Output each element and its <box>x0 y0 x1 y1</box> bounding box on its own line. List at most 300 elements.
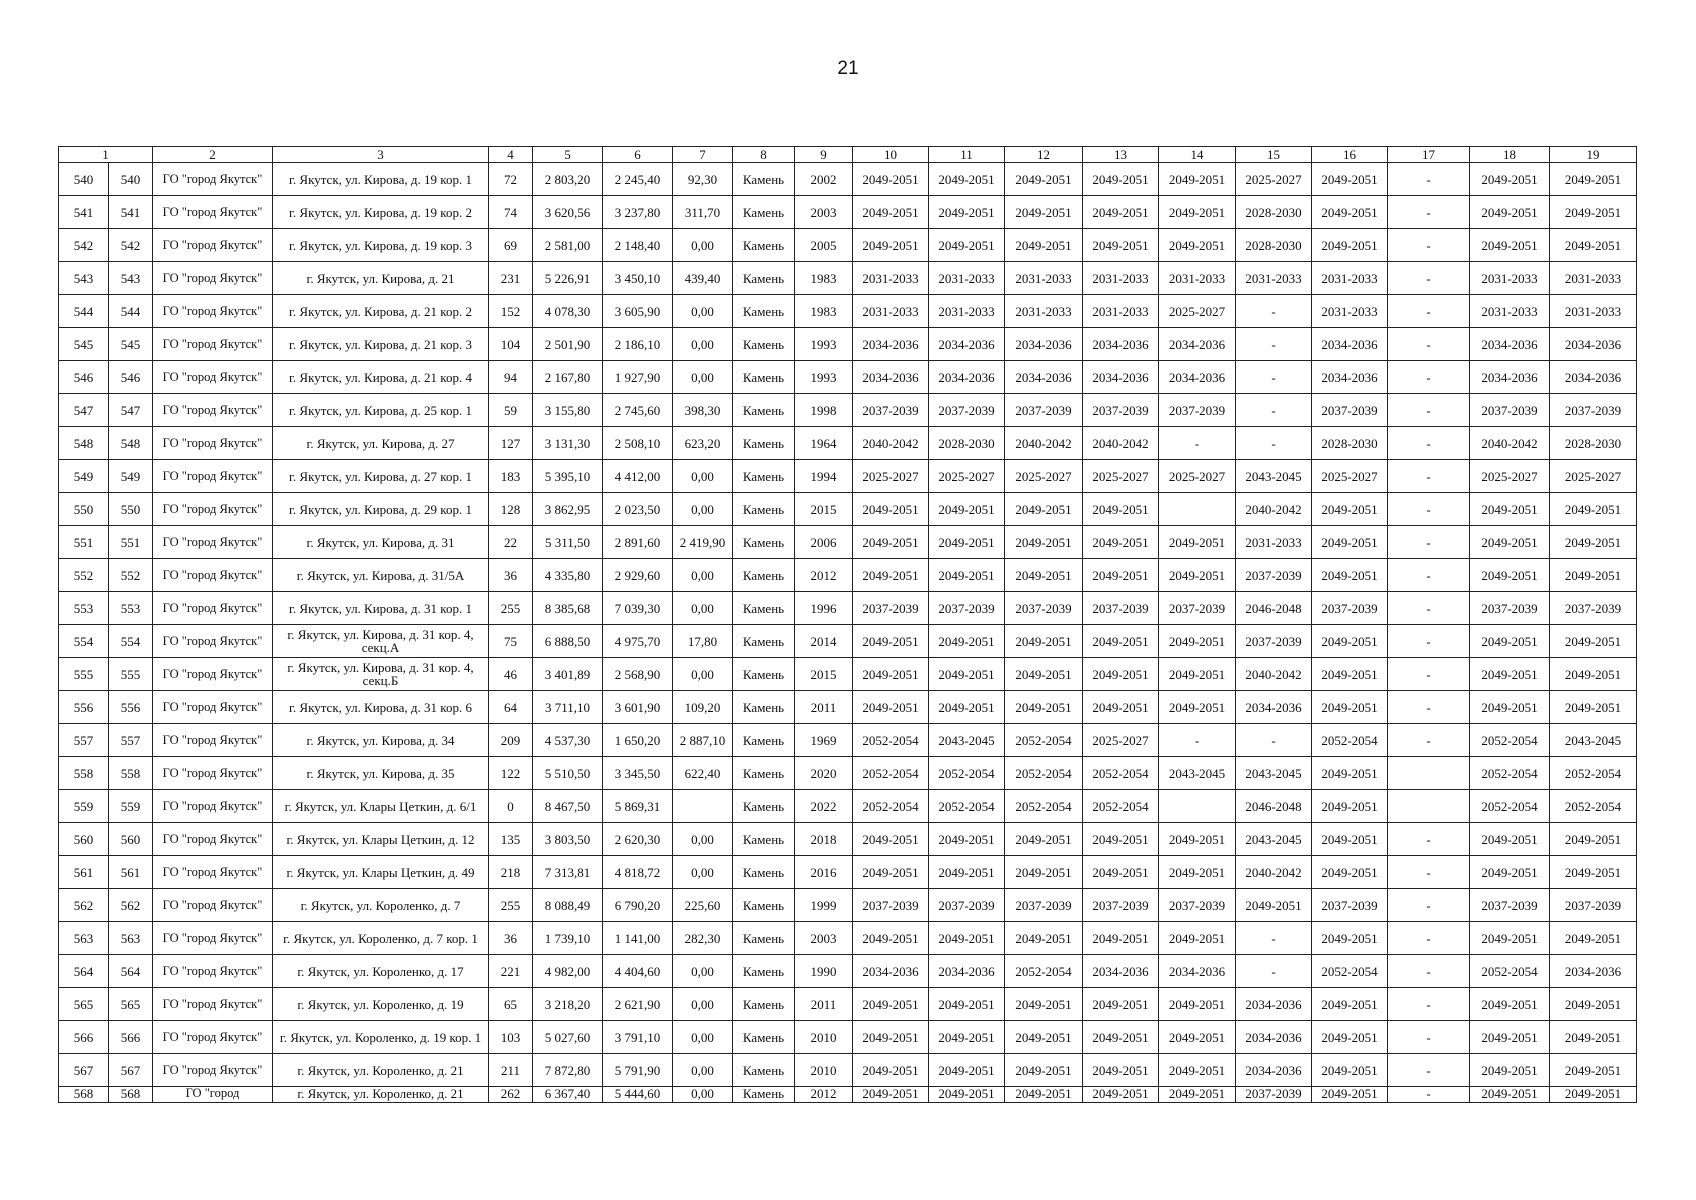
header-col-1: 1 <box>59 147 153 163</box>
table-row <box>59 196 1637 229</box>
col-14-cell: 2043-2045 <box>1159 757 1236 790</box>
municipality-cell: ГО "город Якутск" <box>153 658 273 691</box>
col-17-cell: - <box>1388 295 1470 328</box>
col-10-cell: 2037-2039 <box>853 592 929 625</box>
col-16-cell: 2031-2033 <box>1312 262 1388 295</box>
col-12-cell: 2049-2051 <box>1005 229 1083 262</box>
municipality-cell: ГО "город Якутск" <box>153 328 273 361</box>
commission-year-cell: 2005 <box>795 229 853 262</box>
col-13-cell: 2049-2051 <box>1083 1021 1159 1054</box>
col-16-cell: 2049-2051 <box>1312 856 1388 889</box>
col-16-cell: 2034-2036 <box>1312 361 1388 394</box>
col-18-cell: 2037-2039 <box>1470 889 1550 922</box>
col-15-cell: 2034-2036 <box>1236 691 1312 724</box>
address-cell: г. Якутск, ул. Кирова, д. 31 кор. 4, секц.Б <box>273 658 489 691</box>
row-number-cell: 540 <box>59 163 109 196</box>
col-18-cell: 2049-2051 <box>1470 625 1550 658</box>
col-11-cell: 2049-2051 <box>929 988 1005 1021</box>
municipality-cell: ГО "город Якутск" <box>153 922 273 955</box>
nonresidential-area-cell: 0,00 <box>673 328 733 361</box>
col-11-cell: 2049-2051 <box>929 658 1005 691</box>
col-18-cell: 2049-2051 <box>1470 658 1550 691</box>
col-15-cell: 2037-2039 <box>1236 1087 1312 1103</box>
commission-year-cell: 2020 <box>795 757 853 790</box>
col-16-cell: 2034-2036 <box>1312 328 1388 361</box>
commission-year-cell: 2011 <box>795 988 853 1021</box>
commission-year-cell: 1990 <box>795 955 853 988</box>
col-10-cell: 2049-2051 <box>853 823 929 856</box>
total-area-cell: 4 335,80 <box>533 559 603 592</box>
header-col-5: 5 <box>533 147 603 163</box>
residential-area-cell: 3 605,90 <box>603 295 673 328</box>
commission-year-cell: 1998 <box>795 394 853 427</box>
address-cell: г. Якутск, ул. Кирова, д. 21 кор. 2 <box>273 295 489 328</box>
col-15-cell: 2034-2036 <box>1236 1021 1312 1054</box>
col-17-cell: - <box>1388 955 1470 988</box>
col-18-cell: 2052-2054 <box>1470 790 1550 823</box>
total-area-cell: 3 155,80 <box>533 394 603 427</box>
total-area-cell: 8 467,50 <box>533 790 603 823</box>
col-17-cell: - <box>1388 229 1470 262</box>
col-10-cell: 2049-2051 <box>853 493 929 526</box>
col-11-cell: 2037-2039 <box>929 889 1005 922</box>
col-13-cell: 2049-2051 <box>1083 922 1159 955</box>
total-area-cell: 6 888,50 <box>533 625 603 658</box>
residential-area-cell: 5 791,90 <box>603 1054 673 1087</box>
col-13-cell: 2049-2051 <box>1083 229 1159 262</box>
commission-year-cell: 2011 <box>795 691 853 724</box>
nonresidential-area-cell: 0,00 <box>673 856 733 889</box>
residential-area-cell: 2 891,60 <box>603 526 673 559</box>
row-number-cell: 543 <box>59 262 109 295</box>
row-number-cell: 563 <box>59 922 109 955</box>
col-15-cell: 2043-2045 <box>1236 823 1312 856</box>
residential-area-cell: 2 245,40 <box>603 163 673 196</box>
col-10-cell: 2049-2051 <box>853 1054 929 1087</box>
col-19-cell: 2034-2036 <box>1550 955 1637 988</box>
wall-material-cell: Камень <box>733 922 795 955</box>
address-cell: г. Якутск, ул. Короленко, д. 21 <box>273 1054 489 1087</box>
commission-year-cell: 2015 <box>795 493 853 526</box>
row-number-cell: 564 <box>59 955 109 988</box>
table-row <box>59 823 1637 856</box>
col-12-cell: 2049-2051 <box>1005 493 1083 526</box>
col-14-cell <box>1159 790 1236 823</box>
wall-material-cell: Камень <box>733 493 795 526</box>
col-18-cell: 2049-2051 <box>1470 988 1550 1021</box>
municipality-cell: ГО "город Якутск" <box>153 526 273 559</box>
col-18-cell: 2025-2027 <box>1470 460 1550 493</box>
wall-material-cell: Камень <box>733 262 795 295</box>
page-number: 21 <box>837 58 859 79</box>
residential-area-cell: 2 148,40 <box>603 229 673 262</box>
municipality-cell: ГО "город Якутск" <box>153 460 273 493</box>
residential-area-cell: 3 345,50 <box>603 757 673 790</box>
row-number-cell: 546 <box>59 361 109 394</box>
col-19-cell: 2034-2036 <box>1550 328 1637 361</box>
col-12-cell: 2049-2051 <box>1005 1021 1083 1054</box>
col-10-cell: 2052-2054 <box>853 724 929 757</box>
wall-material-cell: Камень <box>733 856 795 889</box>
col-17-cell: - <box>1388 823 1470 856</box>
total-area-cell: 5 226,91 <box>533 262 603 295</box>
col-15-cell: 2046-2048 <box>1236 790 1312 823</box>
commission-year-cell: 1983 <box>795 262 853 295</box>
row-number-cell: 552 <box>59 559 109 592</box>
col-11-cell: 2049-2051 <box>929 1021 1005 1054</box>
total-area-cell: 4 982,00 <box>533 955 603 988</box>
table-row <box>59 229 1637 262</box>
commission-year-cell: 1994 <box>795 460 853 493</box>
col-11-cell: 2037-2039 <box>929 394 1005 427</box>
col-15-cell: 2031-2033 <box>1236 262 1312 295</box>
nonresidential-area-cell: 0,00 <box>673 955 733 988</box>
column-number-header <box>59 147 1637 163</box>
col-13-cell: 2040-2042 <box>1083 427 1159 460</box>
col-12-cell: 2052-2054 <box>1005 724 1083 757</box>
address-cell: г. Якутск, ул. Короленко, д. 19 <box>273 988 489 1021</box>
wall-material-cell: Камень <box>733 163 795 196</box>
col-11-cell: 2052-2054 <box>929 790 1005 823</box>
col-10-cell: 2049-2051 <box>853 658 929 691</box>
col-17-cell: - <box>1388 625 1470 658</box>
col-14-cell: 2034-2036 <box>1159 955 1236 988</box>
record-number-cell: 553 <box>109 592 153 625</box>
address-cell: г. Якутск, ул. Кирова, д. 19 кор. 2 <box>273 196 489 229</box>
header-col-2: 2 <box>153 147 273 163</box>
total-area-cell: 7 313,81 <box>533 856 603 889</box>
residents-count-cell: 72 <box>489 163 533 196</box>
col-11-cell: 2052-2054 <box>929 757 1005 790</box>
total-area-cell: 4 537,30 <box>533 724 603 757</box>
col-19-cell: 2025-2027 <box>1550 460 1637 493</box>
residential-area-cell: 4 975,70 <box>603 625 673 658</box>
col-14-cell: 2049-2051 <box>1159 163 1236 196</box>
municipality-cell: ГО "город Якутск" <box>153 196 273 229</box>
record-number-cell: 554 <box>109 625 153 658</box>
residential-area-cell: 6 790,20 <box>603 889 673 922</box>
municipality-cell: ГО "город Якутск" <box>153 493 273 526</box>
municipality-cell: ГО "город Якутск" <box>153 1021 273 1054</box>
nonresidential-area-cell: 0,00 <box>673 1087 733 1103</box>
col-12-cell: 2031-2033 <box>1005 295 1083 328</box>
residential-area-cell: 3 450,10 <box>603 262 673 295</box>
wall-material-cell: Камень <box>733 328 795 361</box>
municipality-cell: ГО "город Якутск" <box>153 724 273 757</box>
address-cell: г. Якутск, ул. Кирова, д. 31 кор. 4, секц.А <box>273 625 489 658</box>
residents-count-cell: 69 <box>489 229 533 262</box>
commission-year-cell: 2014 <box>795 625 853 658</box>
col-18-cell: 2049-2051 <box>1470 1021 1550 1054</box>
col-12-cell: 2049-2051 <box>1005 823 1083 856</box>
col-11-cell: 2049-2051 <box>929 1087 1005 1103</box>
col-10-cell: 2049-2051 <box>853 1021 929 1054</box>
address-cell: г. Якутск, ул. Короленко, д. 21 <box>273 1087 489 1103</box>
record-number-cell: 558 <box>109 757 153 790</box>
municipality-cell: ГО "город Якутск" <box>153 394 273 427</box>
col-14-cell: 2025-2027 <box>1159 295 1236 328</box>
col-10-cell: 2034-2036 <box>853 955 929 988</box>
col-18-cell: 2049-2051 <box>1470 823 1550 856</box>
municipality-cell: ГО "город Якутск" <box>153 427 273 460</box>
col-16-cell: 2049-2051 <box>1312 922 1388 955</box>
col-18-cell: 2037-2039 <box>1470 592 1550 625</box>
col-12-cell: 2049-2051 <box>1005 922 1083 955</box>
col-10-cell: 2052-2054 <box>853 790 929 823</box>
commission-year-cell: 2022 <box>795 790 853 823</box>
col-16-cell: 2049-2051 <box>1312 196 1388 229</box>
table-row <box>59 493 1637 526</box>
col-11-cell: 2049-2051 <box>929 856 1005 889</box>
municipality-cell: ГО "город Якутск" <box>153 691 273 724</box>
row-number-cell: 561 <box>59 856 109 889</box>
col-17-cell: - <box>1388 856 1470 889</box>
total-area-cell: 1 739,10 <box>533 922 603 955</box>
col-15-cell: 2040-2042 <box>1236 658 1312 691</box>
residential-area-cell: 2 620,30 <box>603 823 673 856</box>
col-10-cell: 2049-2051 <box>853 526 929 559</box>
col-13-cell: 2052-2054 <box>1083 757 1159 790</box>
municipality-cell: ГО "город Якутск" <box>153 559 273 592</box>
col-17-cell: - <box>1388 163 1470 196</box>
table-row <box>59 163 1637 196</box>
total-area-cell: 2 167,80 <box>533 361 603 394</box>
col-13-cell: 2025-2027 <box>1083 724 1159 757</box>
col-12-cell: 2049-2051 <box>1005 559 1083 592</box>
col-14-cell: 2049-2051 <box>1159 229 1236 262</box>
col-14-cell: 2049-2051 <box>1159 856 1236 889</box>
header-col-3: 3 <box>273 147 489 163</box>
col-17-cell: - <box>1388 460 1470 493</box>
col-16-cell: 2049-2051 <box>1312 823 1388 856</box>
wall-material-cell: Камень <box>733 460 795 493</box>
nonresidential-area-cell: 623,20 <box>673 427 733 460</box>
col-19-cell: 2043-2045 <box>1550 724 1637 757</box>
header-col-17: 17 <box>1388 147 1470 163</box>
col-13-cell: 2037-2039 <box>1083 394 1159 427</box>
address-cell: г. Якутск, ул. Клары Цеткин, д. 6/1 <box>273 790 489 823</box>
col-15-cell: - <box>1236 922 1312 955</box>
row-number-cell: 554 <box>59 625 109 658</box>
residents-count-cell: 218 <box>489 856 533 889</box>
residents-count-cell: 262 <box>489 1087 533 1103</box>
total-area-cell: 8 385,68 <box>533 592 603 625</box>
col-19-cell: 2049-2051 <box>1550 196 1637 229</box>
col-19-cell: 2049-2051 <box>1550 559 1637 592</box>
row-number-cell: 544 <box>59 295 109 328</box>
record-number-cell: 542 <box>109 229 153 262</box>
row-number-cell: 547 <box>59 394 109 427</box>
record-number-cell: 559 <box>109 790 153 823</box>
commission-year-cell: 1993 <box>795 328 853 361</box>
col-12-cell: 2037-2039 <box>1005 889 1083 922</box>
col-11-cell: 2031-2033 <box>929 262 1005 295</box>
col-14-cell: 2025-2027 <box>1159 460 1236 493</box>
header-col-15: 15 <box>1236 147 1312 163</box>
col-16-cell: 2049-2051 <box>1312 1021 1388 1054</box>
address-cell: г. Якутск, ул. Кирова, д. 21 <box>273 262 489 295</box>
nonresidential-area-cell: 0,00 <box>673 1021 733 1054</box>
commission-year-cell: 2012 <box>795 559 853 592</box>
residents-count-cell: 94 <box>489 361 533 394</box>
col-15-cell: 2046-2048 <box>1236 592 1312 625</box>
wall-material-cell: Камень <box>733 823 795 856</box>
nonresidential-area-cell: 0,00 <box>673 592 733 625</box>
residents-count-cell: 65 <box>489 988 533 1021</box>
col-19-cell: 2037-2039 <box>1550 394 1637 427</box>
col-18-cell: 2031-2033 <box>1470 262 1550 295</box>
address-cell: г. Якутск, ул. Кирова, д. 21 кор. 4 <box>273 361 489 394</box>
col-13-cell: 2049-2051 <box>1083 856 1159 889</box>
col-19-cell: 2049-2051 <box>1550 493 1637 526</box>
record-number-cell: 567 <box>109 1054 153 1087</box>
col-16-cell: 2049-2051 <box>1312 1054 1388 1087</box>
address-cell: г. Якутск, ул. Кирова, д. 31 кор. 6 <box>273 691 489 724</box>
col-12-cell: 2049-2051 <box>1005 856 1083 889</box>
wall-material-cell: Камень <box>733 427 795 460</box>
table-row <box>59 658 1637 691</box>
col-12-cell: 2049-2051 <box>1005 1087 1083 1103</box>
header-col-16: 16 <box>1312 147 1388 163</box>
record-number-cell: 562 <box>109 889 153 922</box>
commission-year-cell: 2015 <box>795 658 853 691</box>
col-15-cell: - <box>1236 361 1312 394</box>
total-area-cell: 7 872,80 <box>533 1054 603 1087</box>
row-number-cell: 553 <box>59 592 109 625</box>
table-row <box>59 427 1637 460</box>
col-12-cell: 2025-2027 <box>1005 460 1083 493</box>
municipality-cell: ГО "город Якутск" <box>153 889 273 922</box>
col-19-cell: 2049-2051 <box>1550 163 1637 196</box>
row-number-cell: 566 <box>59 1021 109 1054</box>
col-13-cell: 2049-2051 <box>1083 658 1159 691</box>
residential-area-cell: 7 039,30 <box>603 592 673 625</box>
table-row <box>59 790 1637 823</box>
nonresidential-area-cell: 311,70 <box>673 196 733 229</box>
col-10-cell: 2049-2051 <box>853 922 929 955</box>
col-13-cell: 2034-2036 <box>1083 361 1159 394</box>
residential-area-cell: 1 927,90 <box>603 361 673 394</box>
nonresidential-area-cell: 439,40 <box>673 262 733 295</box>
col-18-cell: 2049-2051 <box>1470 1054 1550 1087</box>
municipality-cell: ГО "город Якутск" <box>153 955 273 988</box>
col-19-cell: 2049-2051 <box>1550 625 1637 658</box>
municipality-cell: ГО "город <box>153 1087 273 1103</box>
table-row <box>59 757 1637 790</box>
commission-year-cell: 1996 <box>795 592 853 625</box>
col-13-cell: 2031-2033 <box>1083 262 1159 295</box>
col-15-cell: - <box>1236 724 1312 757</box>
residential-area-cell: 4 818,72 <box>603 856 673 889</box>
col-12-cell: 2037-2039 <box>1005 592 1083 625</box>
col-14-cell: 2049-2051 <box>1159 1054 1236 1087</box>
table-row <box>59 988 1637 1021</box>
col-16-cell: 2037-2039 <box>1312 592 1388 625</box>
header-col-8: 8 <box>733 147 795 163</box>
col-16-cell: 2052-2054 <box>1312 955 1388 988</box>
wall-material-cell: Камень <box>733 658 795 691</box>
col-15-cell: 2034-2036 <box>1236 1054 1312 1087</box>
nonresidential-area-cell: 0,00 <box>673 295 733 328</box>
total-area-cell: 5 510,50 <box>533 757 603 790</box>
row-number-cell: 560 <box>59 823 109 856</box>
row-number-cell: 562 <box>59 889 109 922</box>
row-number-cell: 551 <box>59 526 109 559</box>
residential-area-cell: 2 568,90 <box>603 658 673 691</box>
col-13-cell: 2049-2051 <box>1083 493 1159 526</box>
table-row <box>59 856 1637 889</box>
total-area-cell: 2 501,90 <box>533 328 603 361</box>
table-row <box>59 724 1637 757</box>
col-18-cell: 2049-2051 <box>1470 196 1550 229</box>
record-number-cell: 540 <box>109 163 153 196</box>
residents-count-cell: 122 <box>489 757 533 790</box>
table-body <box>59 163 1637 1103</box>
col-17-cell: - <box>1388 592 1470 625</box>
wall-material-cell: Камень <box>733 889 795 922</box>
col-14-cell: 2037-2039 <box>1159 592 1236 625</box>
col-10-cell: 2040-2042 <box>853 427 929 460</box>
col-18-cell: 2040-2042 <box>1470 427 1550 460</box>
col-17-cell: - <box>1388 691 1470 724</box>
residential-area-cell: 2 621,90 <box>603 988 673 1021</box>
municipality-cell: ГО "город Якутск" <box>153 856 273 889</box>
residents-count-cell: 255 <box>489 592 533 625</box>
col-17-cell: - <box>1388 889 1470 922</box>
col-16-cell: 2049-2051 <box>1312 559 1388 592</box>
col-11-cell: 2049-2051 <box>929 229 1005 262</box>
total-area-cell: 2 581,00 <box>533 229 603 262</box>
address-cell: г. Якутск, ул. Кирова, д. 34 <box>273 724 489 757</box>
col-14-cell: - <box>1159 427 1236 460</box>
address-cell: г. Якутск, ул. Кирова, д. 31 <box>273 526 489 559</box>
col-11-cell: 2049-2051 <box>929 163 1005 196</box>
row-number-cell: 558 <box>59 757 109 790</box>
address-cell: г. Якутск, ул. Клары Цеткин, д. 49 <box>273 856 489 889</box>
col-11-cell: 2034-2036 <box>929 328 1005 361</box>
col-15-cell: 2040-2042 <box>1236 856 1312 889</box>
col-14-cell: 2049-2051 <box>1159 988 1236 1021</box>
wall-material-cell: Камень <box>733 295 795 328</box>
col-12-cell: 2031-2033 <box>1005 262 1083 295</box>
nonresidential-area-cell <box>673 790 733 823</box>
col-18-cell: 2049-2051 <box>1470 691 1550 724</box>
commission-year-cell: 2003 <box>795 196 853 229</box>
municipality-cell: ГО "город Якутск" <box>153 361 273 394</box>
address-cell: г. Якутск, ул. Кирова, д. 35 <box>273 757 489 790</box>
address-cell: г. Якутск, ул. Кирова, д. 19 кор. 3 <box>273 229 489 262</box>
table-row <box>59 955 1637 988</box>
nonresidential-area-cell: 17,80 <box>673 625 733 658</box>
col-16-cell: 2049-2051 <box>1312 988 1388 1021</box>
col-11-cell: 2037-2039 <box>929 592 1005 625</box>
col-12-cell: 2049-2051 <box>1005 1054 1083 1087</box>
table-row <box>59 1087 1637 1103</box>
municipality-cell: ГО "город Якутск" <box>153 163 273 196</box>
address-cell: г. Якутск, ул. Кирова, д. 31/5А <box>273 559 489 592</box>
col-11-cell: 2034-2036 <box>929 361 1005 394</box>
residents-count-cell: 104 <box>489 328 533 361</box>
col-12-cell: 2040-2042 <box>1005 427 1083 460</box>
col-12-cell: 2034-2036 <box>1005 328 1083 361</box>
col-14-cell: 2049-2051 <box>1159 922 1236 955</box>
total-area-cell: 6 367,40 <box>533 1087 603 1103</box>
wall-material-cell: Камень <box>733 790 795 823</box>
col-17-cell <box>1388 757 1470 790</box>
col-16-cell: 2049-2051 <box>1312 526 1388 559</box>
address-cell: г. Якутск, ул. Кирова, д. 31 кор. 1 <box>273 592 489 625</box>
record-number-cell: 556 <box>109 691 153 724</box>
